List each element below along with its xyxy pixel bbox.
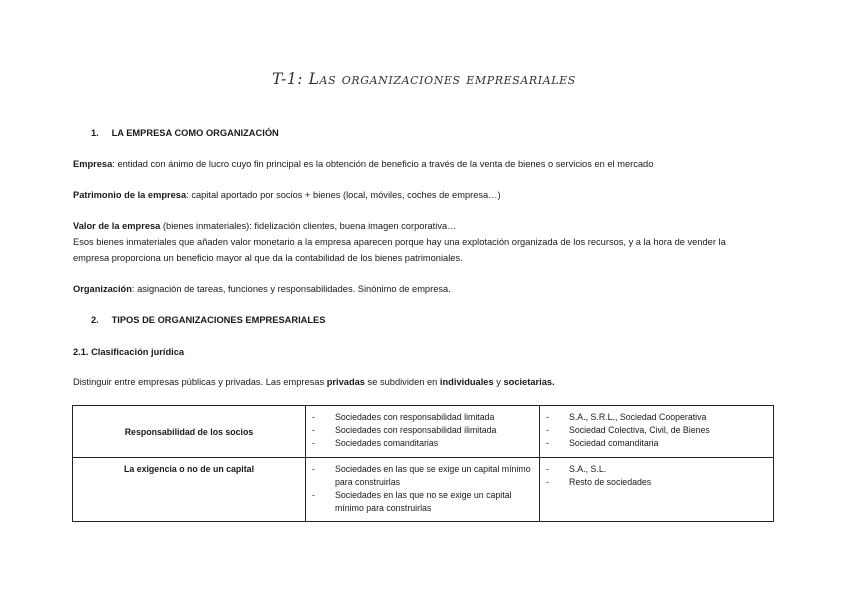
section-2-title: TIPOS DE ORGANIZACIONES EMPRESARIALES <box>111 315 326 325</box>
section-2-number: 2. <box>91 315 99 325</box>
table-row <box>73 406 774 458</box>
intro-bold-privadas: privadas <box>326 377 365 387</box>
valor-line-3: empresa proporciona un beneficio mayor al que da la contabilidad de los bienes patrimoniales. <box>73 253 463 263</box>
list-item: - Sociedades en las que no se exige un capital mínimo para construirlas <box>312 489 533 515</box>
patrimonio-definition: : capital aportado por socios + bienes (local, móviles, coches de empresa…) <box>186 190 501 200</box>
list-item: - Sociedad Colectiva, Civil, de Bienes <box>546 424 767 437</box>
table-cell <box>540 458 774 522</box>
list <box>312 463 533 515</box>
list <box>546 411 767 450</box>
classification-table <box>72 405 774 522</box>
valor-term: Valor de la empresa <box>73 221 161 231</box>
list-item: - S.A., S.R.L., Sociedad Cooperativa <box>546 411 767 424</box>
patrimonio-term: Patrimonio de la empresa <box>73 190 187 200</box>
empresa-definition: : entidad con ánimo de lucro cuyo fin principal es la obtención de beneficio a través de la venta de bienes o servicios en el mercado <box>112 159 654 169</box>
empresa-term: Empresa <box>73 159 113 169</box>
valor-line-2: Esos bienes inmateriales que añaden valor monetario a la empresa aparecen porque hay una explotación organizada de los recursos, y a la hora de vender la <box>73 237 726 247</box>
organizacion-paragraph <box>73 282 783 296</box>
table-cell <box>306 406 540 458</box>
intro-paragraph <box>73 375 783 389</box>
section-2-heading <box>91 313 801 327</box>
row-header: Responsabilidad de los socios <box>73 406 306 458</box>
list-item: - S.A., S.L. <box>546 463 767 476</box>
table-row <box>73 458 774 522</box>
intro-text-3: y <box>493 377 504 387</box>
valor-definition: (bienes inmateriales): fidelización clientes, buena imagen corporativa… <box>160 221 457 231</box>
document-title: T-1: Las organizaciones empresariales <box>272 70 576 88</box>
intro-bold-individuales: individuales <box>439 377 494 387</box>
list-item: - Sociedades con responsabilidad limitada <box>312 411 533 424</box>
table-cell <box>306 458 540 522</box>
section-1-heading <box>91 126 801 140</box>
list <box>312 411 533 450</box>
list-item: - Sociedades con responsabilidad ilimitada <box>312 424 533 437</box>
list-item: - Sociedad comanditaria <box>546 437 767 450</box>
row-header: La exigencia o no de un capital <box>73 458 306 522</box>
list-item: - Resto de sociedades <box>546 476 767 489</box>
organizacion-term: Organización <box>73 284 132 294</box>
table-cell <box>540 406 774 458</box>
intro-bold-societarias: societarias. <box>503 377 555 387</box>
patrimonio-paragraph <box>73 188 783 202</box>
list <box>546 463 767 489</box>
intro-text-1: Distinguir entre empresas públicas y privadas. Las empresas <box>73 377 327 387</box>
section-1-title: LA EMPRESA COMO ORGANIZACIÓN <box>111 128 279 138</box>
organizacion-definition: : asignación de tareas, funciones y responsabilidades. Sinónimo de empresa. <box>131 284 451 294</box>
list-item: - Sociedades comanditarias <box>312 437 533 450</box>
subsection-heading: 2.1. Clasificación jurídica <box>73 347 185 357</box>
valor-paragraph <box>73 219 783 265</box>
section-1-number: 1. <box>91 128 99 138</box>
intro-text-2: se subdividen en <box>364 377 440 387</box>
list-item: - Sociedades en las que se exige un capital mínimo para construirlas <box>312 463 533 489</box>
empresa-paragraph <box>73 157 783 171</box>
